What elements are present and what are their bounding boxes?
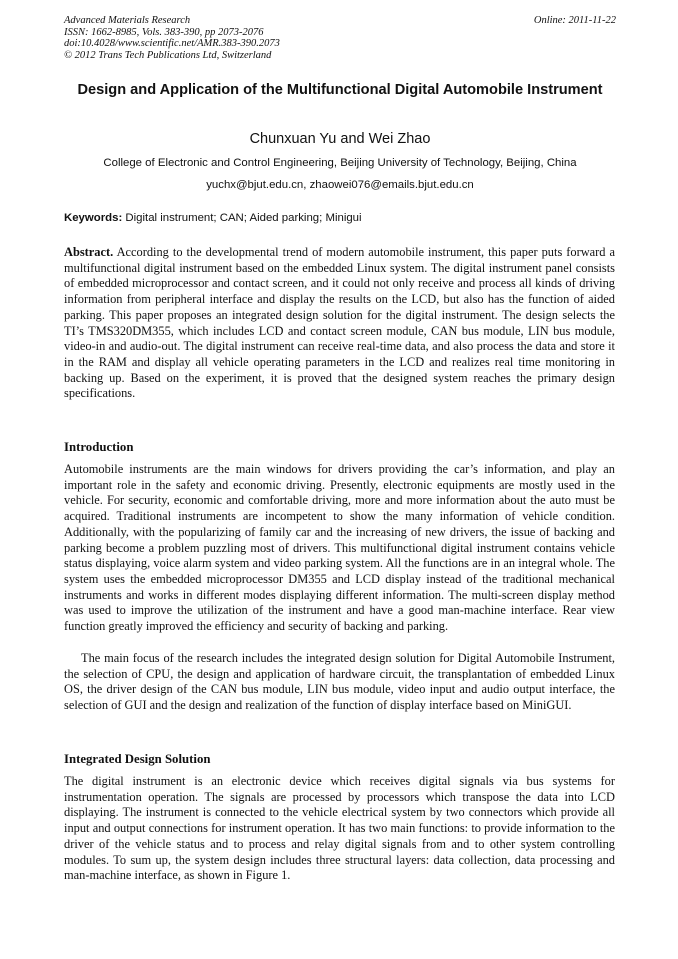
journal-name: Advanced Materials Research (64, 15, 191, 26)
issn-line: ISSN: 1662-8985, Vols. 383-390, pp 2073-2076 (64, 26, 264, 38)
copyright-line: © 2012 Trans Tech Publications Ltd, Switzerland (64, 49, 272, 61)
affiliation: College of Electronic and Control Engineering, Beijing University of Technology, Beijing, China (103, 157, 577, 169)
doi-line: doi:10.4028/www.scientific.net/AMR.383-390.2073 (64, 38, 280, 49)
introduction-paragraph-2: The main focus of the research includes the integrated design solution for Digital Automobile Instrument, the selection of CPU, the design and application of hardware circuit, the transplantation of embedded Linux OS, the driver design of the CAN bus module, LIN bus module, video input and audio output interface, the selection of GUI and the design and realization of the function of display interface based on MiniGUI. (64, 651, 615, 713)
online-date: Online: 2011-11-22 (533, 15, 616, 26)
introduction-paragraph-1: Automobile instruments are the main windows for drivers providing the car’s information, and play an important role in the safety and economic driving. Presently, electronic equipments are mostly used in the vehicle. For security, economic and comfortable driving, more and more information about the auto must be acquired. Traditional instruments are incompetent to show the many information of vehicle condition. Additionally, with the popularizing of family car and the increasing of new drivers, the issue of backing and parking become a problem puzzling most of drivers. This multifunctional digital instrument contains vehicle status displaying, voice alarm system and video parking system. All the functions are in an integral whole. The system uses the embedded microprocessor DM355 and LCD display instead of the traditional mechanical instruments and works in different modes displaying different information. The multi-screen display method was used to improve the utilization of the instrument and have a good man-machine interface. Rear view function greatly improved the efficiency and security of backing and parking. (64, 462, 615, 634)
keywords-label: Keywords: (64, 212, 123, 224)
integrated-design-heading: Integrated Design Solution (64, 752, 211, 766)
paper-title: Design and Application of the Multifunctional Digital Automobile Instrument (77, 82, 603, 98)
keywords-text: Digital instrument; CAN; Aided parking; Minigui (125, 212, 362, 224)
publication-header (64, 15, 616, 61)
author-emails: yuchx@bjut.edu.cn, zhaowei076@emails.bjut.edu.cn (206, 179, 474, 191)
keywords (64, 212, 616, 224)
introduction-heading: Introduction (64, 440, 134, 454)
abstract (64, 245, 615, 402)
abstract-text: According to the developmental trend of modern automobile instrument, this paper puts forward a multifunctional digital instrument based on the embedded Linux system. The digital instrument panel consists of embedded microprocessor and contact screen, and it could not only receive and process all kinds of driving information from peripheral interface and display the results on the LCD, but also has the function of aided parking. This paper proposes an integrated design solution for the digital instrument. The design selects the TI’s TMS320DM355, which includes LCD and contact screen module, CAN bus module, LIN bus module, video-in and audio-out. The digital instrument can receive real-time data, and also process the data and store it in the RAM and display all vehicle operating parameters in the LCD and realizes real time monitoring in backing up. Based on the experiment, it is proved that the designed system reaches the primary design specifications. (64, 245, 616, 401)
integrated-design-paragraph: The digital instrument is an electronic device which receives digital signals via bus systems for instrumentation operation. The signals are processed by processors which transpose the data into LCD displaying. The instrument is connected to the vehicle electrical system by two connectors which provide all input and output connections for instrument operation. It has two main functions: to provide information to the driver of the vehicle status and to process and relay digital signals from and to other system controlling modules. To sum up, the system design includes three structural layers: data collection, data processing and man-machine interface, as shown in Figure 1. (64, 774, 615, 883)
author-list: Chunxuan Yu and Wei Zhao (249, 131, 431, 147)
abstract-label: Abstract. (64, 245, 114, 259)
